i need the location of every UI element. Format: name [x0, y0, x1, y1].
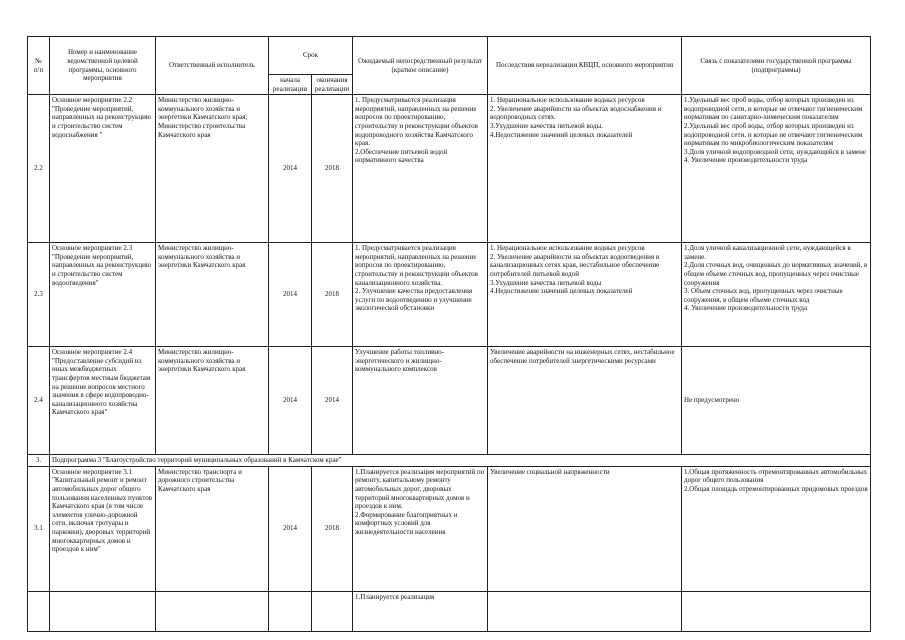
row-consequences — [488, 591, 682, 631]
row-result: Улучшение работы топливно-энергетического и жилищно-коммунального комплексов — [353, 347, 488, 455]
header-end: окончания реализации — [312, 75, 353, 95]
row-consequences: Увеличение социальной напряженности — [488, 466, 682, 591]
table-row — [28, 347, 871, 455]
header-result: Ожидаемый непосредственный результат (краткое описание) — [353, 37, 488, 95]
row-executor — [156, 591, 269, 631]
row-consequences: 1. Нерациональное использование водных ресурсов 2. Увеличение аварийности на объектах водоснабжения и водопроводных сетях. 3.Ухудшение качества питьевой воды. 4.Недостижение значений целевых показателей — [488, 95, 682, 243]
row-start: 2014 — [269, 95, 312, 243]
row-name: Основное мероприятие 2.2 "Проведение мероприятий, направленных на реконструкцию и строительство систем водоснабжения " — [50, 95, 156, 243]
row-consequences: 1. Нерациональное использование водных ресурсов 2. Увеличение аварийности на объектах водоотведения и канализационных сетях края, нестабильное обеспечение потребителей питьевой водой 3.Ухудшение качества питьевой воды 4.Недостижение значений целевых показателей — [488, 243, 682, 347]
subprogram-num: 3. — [28, 455, 50, 467]
row-result: 1.Планируется реализация мероприятий по ремонту, капитальному ремонту автомобильных дорог, дворовых территорий многоквартирных домов и проездов к ним. 2.Формирование благоприятных и комфортных условий для жизнедеятельности населения — [353, 466, 488, 591]
row-result: 1. Предусматривается реализация мероприятий, направленных на решение вопросов по проектированию, строительству и реконструкции объектов водопроводного хозяйства Камчатского края. 2.Обеспечение питьевой водой нормативного качества — [353, 95, 488, 243]
row-result: 1. Предусматривается реализация мероприятий, направленных на решение вопросов по проектированию, строительству и реконструкции объектов канализационного хозяйства. 2. Улучшение качества предоставления услуги по водоотведению и улучшение экологической обстановки — [353, 243, 488, 347]
row-executor: Министерство транспорта и дорожного строительства Камчатского края — [156, 466, 269, 591]
row-end: 2018 — [312, 466, 353, 591]
row-result: 1.Планируется реализация — [353, 591, 488, 631]
subprogram-title: Подпрограмма 3 "Благоустройство территорий муниципальных образований в Камчатском крае" — [50, 455, 871, 467]
row-link: 1.Удельный вес проб воды, отбор которых произведен из водопроводной сети, и которые не отвечают гигиеническим нормативам по санитарно-химическим показателям 2.Удельный вес проб воды, отбор которых произведен из водопроводной сети, и которые не отвечают гигиеническим нормативам по микробиологическим показателям 3.Доля уличной водопроводной сети, нуждающейся в замене 4. Увеличение производительности труда — [682, 95, 871, 243]
header-term: Срок — [269, 37, 353, 75]
row-start — [269, 591, 312, 631]
row-start: 2014 — [269, 466, 312, 591]
row-name — [50, 591, 156, 631]
measures-table — [27, 36, 871, 632]
header-consequences: Последствия нереализации КВЦП, основного мероприятия — [488, 37, 682, 95]
row-link: 1.Общая протяженность отремонтированных автомобильных дорог общего пользования 2.Общая площадь отремонтированных придомовых проездов — [682, 466, 871, 591]
header-link: Связь с показателями государственной программы (подпрограммы) — [682, 37, 871, 95]
header-row — [28, 37, 871, 75]
header-executor: Ответственный исполнитель — [156, 37, 269, 95]
row-link: Не предусмотрено — [682, 347, 871, 455]
row-end: 2018 — [312, 95, 353, 243]
row-link: 1.Доля уличной канализационной сети, нуждающейся в замене. 2.Доля сточных вод, очищенных до нормативных значений, в общем объеме сточных вод, пропущенных через очистные сооружения 3. Объем сточных вод, пропущенных через очистные сооружения, в общем объеме сточных вод 4. Увеличение производительности труда — [682, 243, 871, 347]
row-start: 2014 — [269, 347, 312, 455]
row-name: Основное мероприятие 2.3 "Проведение мероприятий, направленных на реконструкцию и строительство систем водоотведения" — [50, 243, 156, 347]
row-consequences: Увеличение аварийности на инженерных сетях, нестабильное обеспечение потребителей энергетическими ресурсами — [488, 347, 682, 455]
table-row — [28, 466, 871, 591]
row-executor: Министерство жилищно-коммунального хозяйства и энергетики Камчатского края — [156, 347, 269, 455]
subprogram-row — [28, 455, 871, 467]
row-num: 2.2 — [28, 95, 50, 243]
row-num — [28, 591, 50, 631]
row-link — [682, 591, 871, 631]
table-row — [28, 243, 871, 347]
row-start: 2014 — [269, 243, 312, 347]
table-row — [28, 591, 871, 631]
row-end — [312, 591, 353, 631]
row-name: Основное мероприятие 3.1 "Капитальный ремонт и ремонт автомобильных дорог общего пользования населенных пунктов Камчатского края (в том числе элементов улично-дорожной сети, включая тротуары и парковки), дворовых территорий многоквартирных домов и проездов к ним" — [50, 466, 156, 591]
row-num: 2.3 — [28, 243, 50, 347]
header-name: Номер и наименование ведомственной целевой программы, основного мероприятия — [50, 37, 156, 95]
row-num: 2.4 — [28, 347, 50, 455]
row-executor: Министерство жилищно-коммунального хозяйства и энергетики Камчатского края; Министерство строительства Камчатского края — [156, 95, 269, 243]
row-name: Основное мероприятие 2.4 "Предоставление субсидий из иных межбюджетных трансфертов местным бюджетам на решение вопросов местного значения в сфере водопроводно-канализационного хозяйства Камчатского края" — [50, 347, 156, 455]
row-end: 2018 — [312, 243, 353, 347]
header-start: начала реализации — [269, 75, 312, 95]
table-row — [28, 95, 871, 243]
row-num: 3.1 — [28, 466, 50, 591]
row-executor: Министерство жилищно-коммунального хозяйства и энергетики Камчатского края — [156, 243, 269, 347]
header-num: № п/п — [28, 37, 50, 95]
row-end: 2014 — [312, 347, 353, 455]
